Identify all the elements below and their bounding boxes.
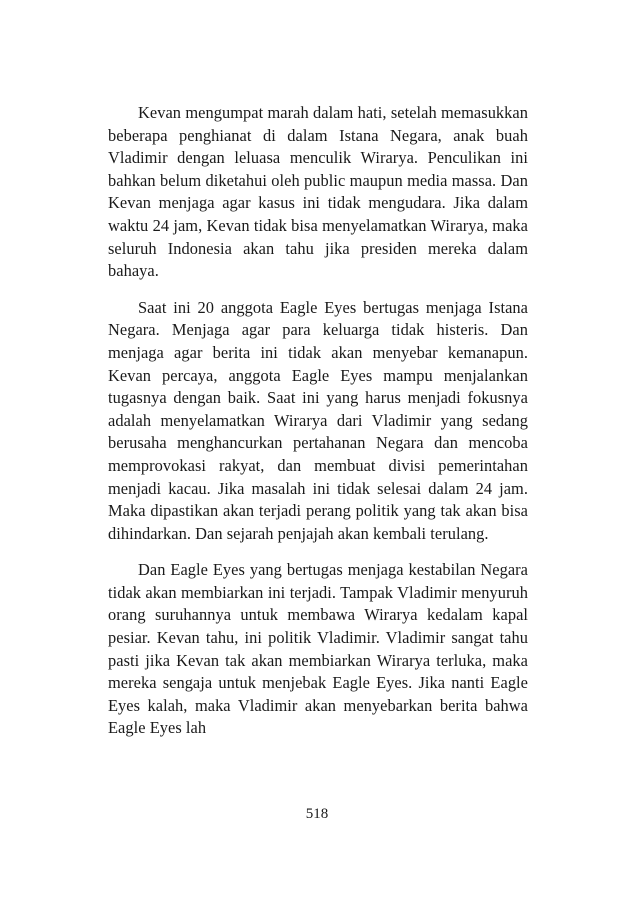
page-number: 518 [305,806,329,822]
paragraph-1: Kevan mengumpat marah dalam hati, setelah memasukkan beberapa penghianat di dalam Istana Negara, anak buah Vladimir dengan leluasa menculik Wirarya. Penculikan ini bahkan belum diketahui oleh public maupun media massa. Dan Kevan menjaga agar kasus ini tidak mengudara. Jika dalam waktu 24 jam, Kevan tidak bisa menyelamatkan Wirarya, maka seluruh Indonesia akan tahu jika presiden mereka dalam bahaya. [108,103,528,281]
paragraph-2: Saat ini 20 anggota Eagle Eyes bertugas menjaga Istana Negara. Menjaga agar para keluarga tidak histeris. Dan menjaga agar berita ini tidak akan menyebar kemanapun. Kevan percaya, anggota Eagle Eyes mampu menjalankan tugasnya dengan baik. Saat ini yang harus menjadi fokusnya adalah menyelamatkan Wirarya dari Vladimir yang sedang berusaha menghancurkan pertahanan Negara dan mencoba memprovokasi rakyat, dan membuat divisi pemerintahan menjadi kacau. Jika masalah ini tidak selesai dalam 24 jam. Maka dipastikan akan terjadi perang politik yang tak akan bisa dihindarkan. Dan sejarah penjajah akan kembali terulang. [108,297,528,543]
page-body [108,102,528,754]
paragraph-3: Dan Eagle Eyes yang bertugas menjaga kestabilan Negara tidak akan membiarkan ini terjadi. Tampak Vladimir menyuruh orang suruhannya untuk membawa Wirarya kedalam kapal pesiar. Kevan tahu, ini politik Vladimir. Vladimir sangat tahu pasti jika Kevan tak akan membiarkan Wirarya terluka, maka mereka sengaja untuk menjebak Eagle Eyes. Jika nanti Eagle Eyes kalah, maka Vladimir akan menyebarkan berita bahwa Eagle Eyes lah [108,560,528,738]
